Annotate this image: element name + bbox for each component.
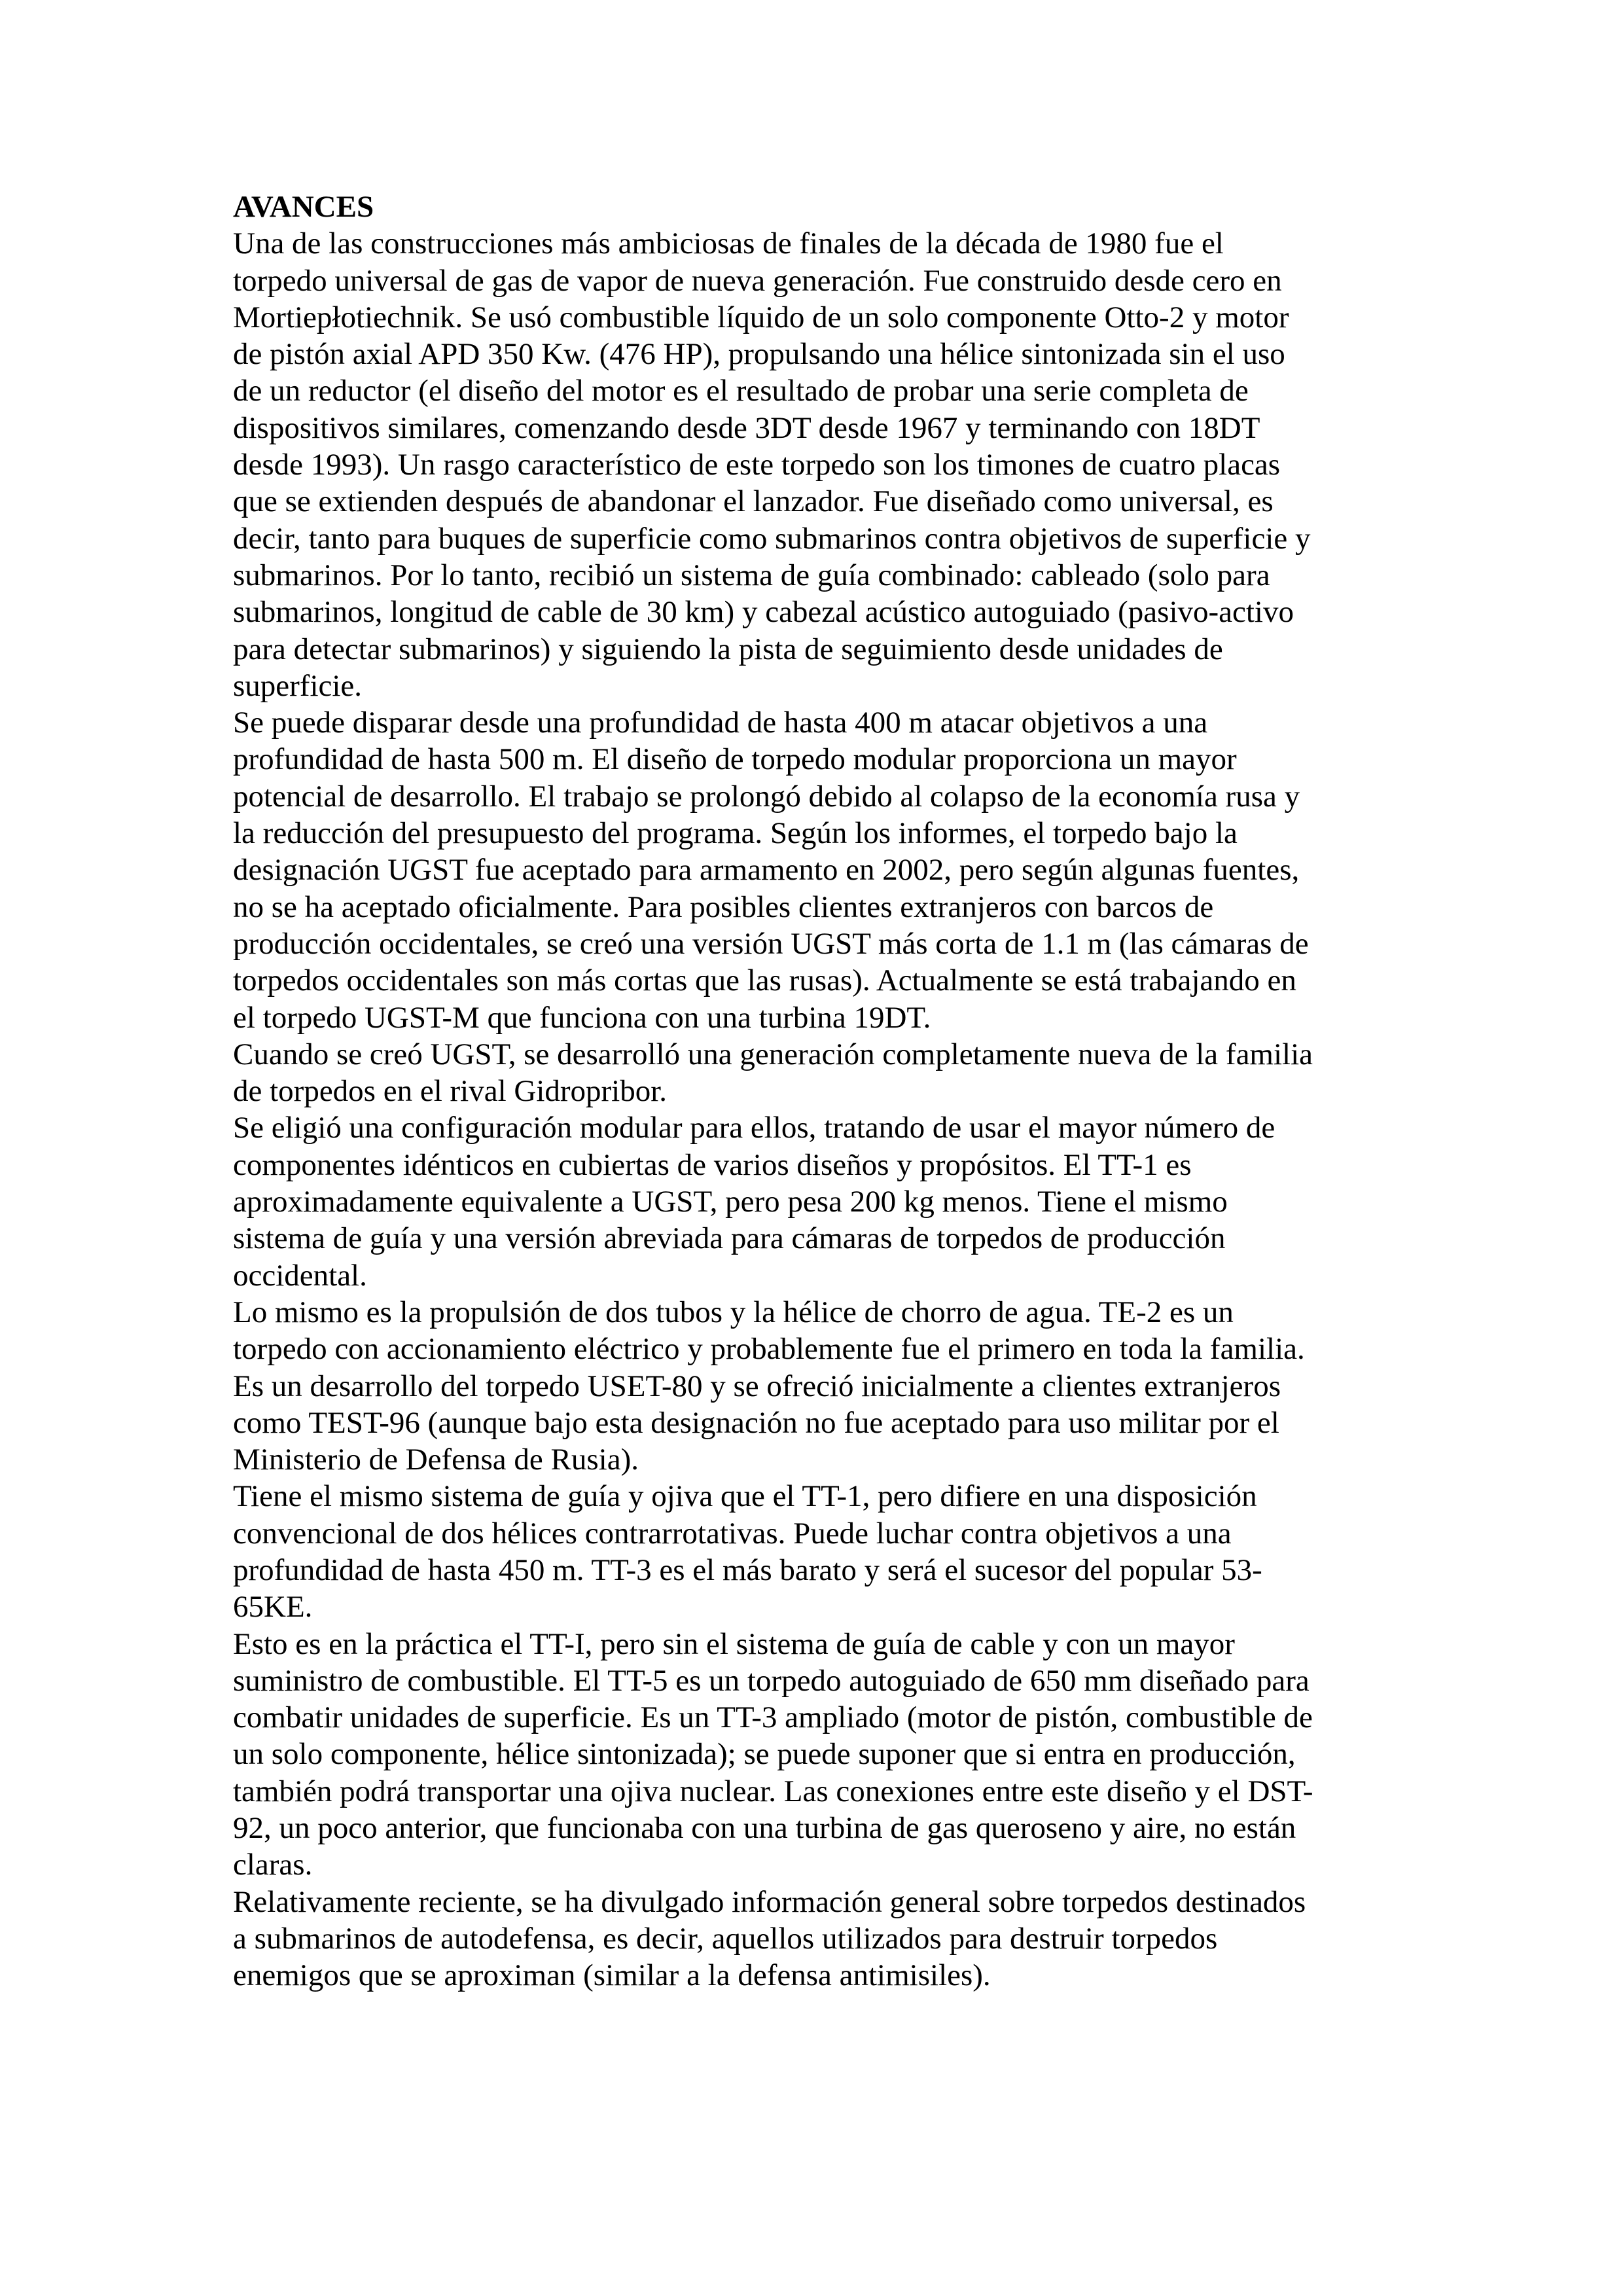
section-heading: AVANCES [233, 190, 374, 224]
paragraph-7: Esto es en la práctica el TT-I, pero sin el sistema de guía de cable y con un mayor suministro de combustible. El TT-5 es un torpedo autoguiado de 650 mm diseñado para combatir unidades de superficie. Es un TT-3 ampliado (motor de pistón, combustible de un solo componente, hélice sintonizada); se puede suponer que si entra en producción, también podrá transportar una ojiva nuclear. Las conexiones entre este diseño y el DST- 92, un poco anterior, que funcionaba con una turbina de gas queroseno y aire, no están claras. [233, 1626, 1313, 1882]
paragraph-6: Tiene el mismo sistema de guía y ojiva que el TT-1, pero difiere en una disposición convencional de dos hélices contrarrotativas. Puede luchar contra objetivos a una profundidad de hasta 450 m. TT-3 es el más barato y será el sucesor del popular 53- 65KE. [233, 1479, 1262, 1624]
paragraph-2: Se puede disparar desde una profundidad de hasta 400 m atacar objetivos a una profundidad de hasta 500 m. El diseño de torpedo modular proporciona un mayor potencial de desarrollo. El trabajo se prolongó debido al colapso de la economía rusa y la reducción del presupuesto del programa. Según los informes, el torpedo bajo la designación UGST fue aceptado para armamento en 2002, pero según algunas fuentes, no se ha aceptado oficialmente. Para posibles clientes extranjeros con barcos de producción occidentales, se creó una versión UGST más corta de 1.1 m (las cámaras de torpedos occidentales son más cortas que las rusas). Actualmente se está trabajando en el torpedo UGST-M que funciona con una turbina 19DT. [233, 706, 1309, 1035]
paragraph-5: Lo mismo es la propulsión de dos tubos y la hélice de chorro de agua. TE-2 es un torpedo con accionamiento eléctrico y probablemente fue el primero en toda la familia. Es un desarrollo del torpedo USET-80 y se ofreció inicialmente a clientes extranjeros como TEST-96 (aunque bajo esta designación no fue aceptado para uso militar por el Ministerio de Defensa de Rusia). [233, 1295, 1305, 1477]
paragraph-4: Se eligió una configuración modular para ellos, tratando de usar el mayor número de componentes idénticos en cubiertas de varios diseños y propósitos. El TT-1 es aproximadamente equivalente a UGST, pero pesa 200 kg menos. Tiene el mismo sistema de guía y una versión abreviada para cámaras de torpedos de producción occidental. [233, 1111, 1275, 1293]
paragraph-1: Una de las construcciones más ambiciosas de finales de la década de 1980 fue el torpedo universal de gas de vapor de nueva generación. Fue construido desde cero en Mortiepłotiechnik. Se usó combustible líquido de un solo componente Otto-2 y motor de pistón axial APD 350 Kw. (476 HP), propulsando una hélice sintonizada sin el uso de un reductor (el diseño del motor es el resultado de probar una serie completa de dispositivos similares, comenzando desde 3DT desde 1967 y terminando con 18DT desde 1993). Un rasgo característico de este torpedo son los timones de cuatro placas que se extienden después de abandonar el lanzador. Fue diseñado como universal, es decir, tanto para buques de superficie como submarinos contra objetivos de superficie y submarinos. Por lo tanto, recibió un sistema de guía combinado: cableado (solo para submarinos, longitud de cable de 30 km) y cabezal acústico autoguiado (pasivo-activo para detectar submarinos) y siguiendo la pista de seguimiento desde unidades de superficie. [233, 226, 1311, 703]
document-body [233, 188, 1463, 1994]
paragraph-3: Cuando se creó UGST, se desarrolló una generación completamente nueva de la familia de torpedos en el rival Gidropribor. [233, 1037, 1313, 1109]
paragraph-8: Relativamente reciente, se ha divulgado información general sobre torpedos destinados a submarinos de autodefensa, es decir, aquellos utilizados para destruir torpedos enemigos que se aproximan (similar a la defensa antimisiles). [233, 1884, 1306, 1993]
